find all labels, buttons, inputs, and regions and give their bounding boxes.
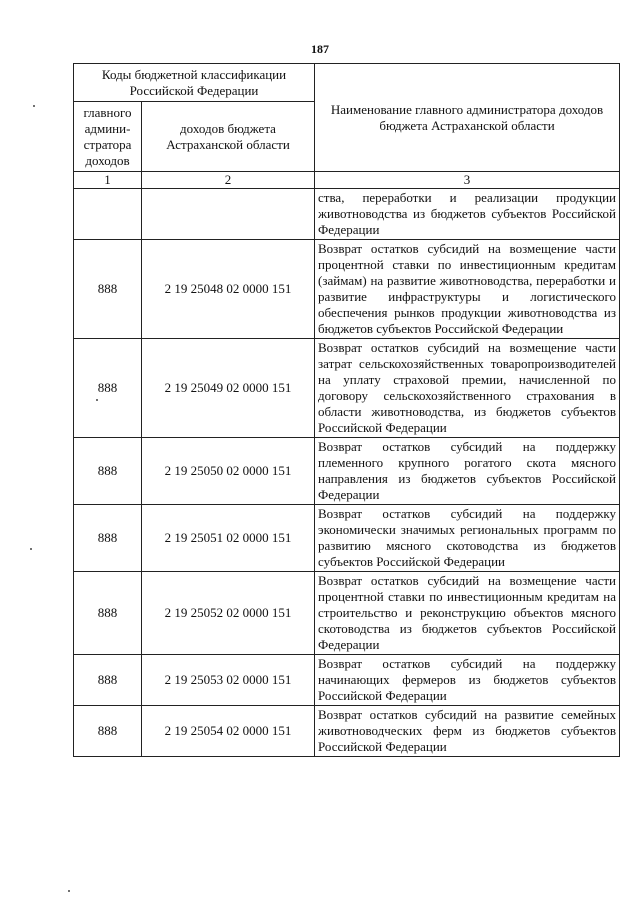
table-row: [74, 505, 620, 572]
table-row: [74, 339, 620, 438]
admin-code: 888: [74, 438, 142, 505]
column-number: 2: [142, 172, 315, 189]
header-col-name: Наименование главного администратора доходов бюджета Астраханской области: [315, 64, 620, 172]
scan-speck: [96, 399, 98, 401]
column-number-row: [74, 172, 620, 189]
table-row: [74, 438, 620, 505]
revenue-name: Возврат остатков субсидий на поддержку племенного крупного рогатого скота мясного направления из бюджетов субъектов Российской Федерации: [315, 438, 620, 505]
admin-code: 888: [74, 240, 142, 339]
revenue-code: 2 19 25051 02 0000 151: [142, 505, 315, 572]
header-group-title: Коды бюджетной классификации Российской Федерации: [74, 64, 315, 102]
revenue-name: Возврат остатков субсидий на развитие семейных животноводческих ферм из бюджетов субъектов Российской Федерации: [315, 706, 620, 757]
scan-speck: [68, 890, 70, 892]
header-col-admin: главного админи-стратора доходов: [74, 102, 142, 172]
table-row: [74, 240, 620, 339]
revenue-code: 2 19 25052 02 0000 151: [142, 572, 315, 655]
table-row: [74, 706, 620, 757]
revenue-code: 2 19 25054 02 0000 151: [142, 706, 315, 757]
header-row-group: [74, 64, 620, 102]
admin-code: 888: [74, 655, 142, 706]
revenue-name: Возврат остатков субсидий на возмещение части процентной ставки по инвестиционным кредитам (займам) на развитие животноводства, переработки и развитие инфраструктуры и логистического обеспечения рынков продукции животноводства из бюджетов субъектов Российской Федерации: [315, 240, 620, 339]
revenue-name: Возврат остатков субсидий на возмещение части процентной ставки по инвестиционным кредитам на строительство и реконструкцию объектов мясного скотоводства из бюджетов субъектов Российской Федерации: [315, 572, 620, 655]
table-row: [74, 655, 620, 706]
revenue-code: 2 19 25050 02 0000 151: [142, 438, 315, 505]
revenue-code: 2 19 25049 02 0000 151: [142, 339, 315, 438]
scan-speck: [33, 105, 35, 107]
revenue-name: Возврат остатков субсидий на поддержку экономически значимых региональных программ по развитию мясного скотоводства из бюджетов субъектов Российской Федерации: [315, 505, 620, 572]
column-number: 3: [315, 172, 620, 189]
admin-code: 888: [74, 572, 142, 655]
budget-classification-table: [73, 63, 620, 757]
revenue-name: Возврат остатков субсидий на поддержку начинающих фермеров из бюджетов субъектов Российской Федерации: [315, 655, 620, 706]
revenue-code: [142, 189, 315, 240]
header-col-revenue: доходов бюджета Астраханской области: [142, 102, 315, 172]
admin-code: 888: [74, 706, 142, 757]
admin-code: 888: [74, 505, 142, 572]
revenue-name: ства, переработки и реализации продукции животноводства из бюджетов субъектов Российской Федерации: [315, 189, 620, 240]
table-row: [74, 572, 620, 655]
revenue-code: 2 19 25053 02 0000 151: [142, 655, 315, 706]
column-number: 1: [74, 172, 142, 189]
table-row: [74, 189, 620, 240]
page-number: 187: [311, 42, 329, 56]
revenue-name: Возврат остатков субсидий на возмещение части затрат сельскохозяйственных товаропроизводителей на уплату страховой премии, начисленной по договору сельскохозяйственного страхования в области животноводства, из бюджетов субъектов Российской Федерации: [315, 339, 620, 438]
revenue-code: 2 19 25048 02 0000 151: [142, 240, 315, 339]
admin-code: [74, 189, 142, 240]
scan-speck: [30, 548, 32, 550]
admin-code: 888: [74, 339, 142, 438]
